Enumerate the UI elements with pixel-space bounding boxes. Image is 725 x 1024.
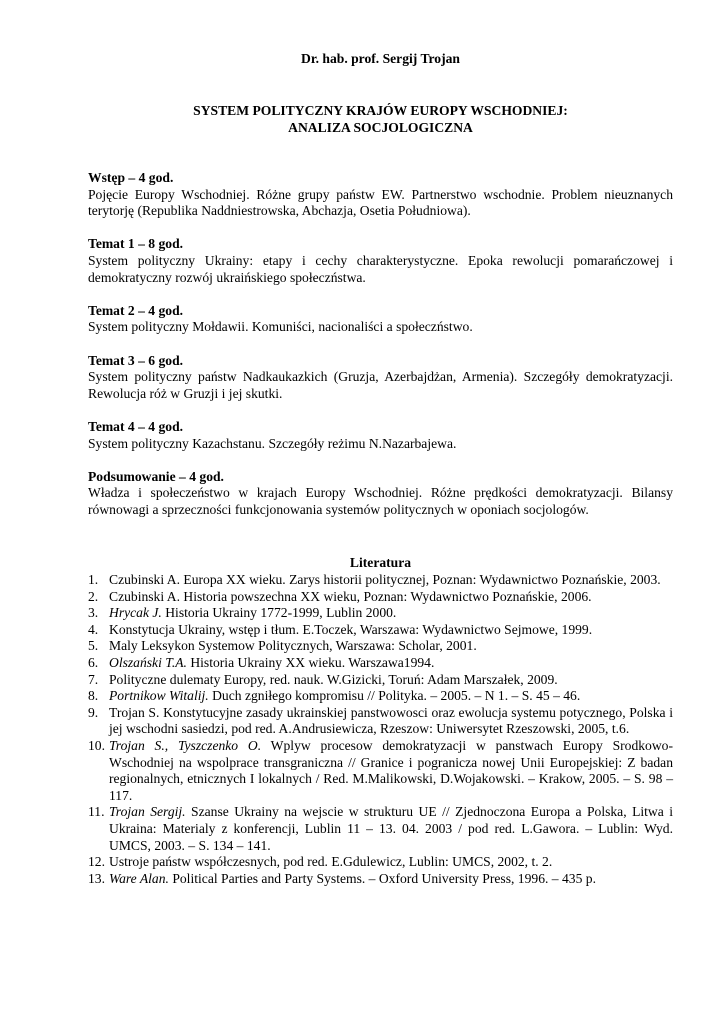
literature-item	[88, 572, 673, 589]
item-text: Ustroje państw współczesnych, pod red. E.Gdulewicz, Lublin: UMCS, 2002, t. 2.	[109, 854, 553, 870]
item-number: 13.	[88, 870, 105, 886]
section-body: Pojęcie Europy Wschodniej. Różne grupy państw EW. Partnerstwo wschodnie. Problem nieuznanych terytorję (Republika Naddniestrowska, Abchazja, Osetia Południowa).	[88, 186, 673, 219]
item-text: Maly Leksykon Systemow Politycznych, Warszawa: Scholar, 2001.	[109, 638, 477, 654]
item-author: Portnikow Witalij.	[109, 688, 209, 704]
literature-item	[88, 638, 673, 655]
literature-item	[88, 804, 673, 854]
section-body: System polityczny Kazachstanu. Szczegóły reżimu N.Nazarbajewa.	[88, 435, 457, 451]
item-text: Konstytucja Ukrainy, wstęp i tłum. E.Toczek, Warszawa: Wydawnictwo Sejmowe, 1999.	[109, 621, 593, 637]
section-summary	[88, 469, 673, 519]
item-author: Trojan Sergij.	[109, 804, 186, 820]
literature-item	[88, 605, 673, 622]
literature-item	[88, 705, 673, 738]
section-body: System polityczny państw Nadkaukazkich (Gruzja, Azerbajdżan, Armenia). Szczegóły demokratyzacji. Rewolucja róż w Gruzji i jej skutki.	[88, 369, 673, 401]
item-number: 8.	[88, 688, 99, 704]
section-body: Władza i społeczeństwo w krajach Europy Wschodniej. Różne prędkości demokratyzacji. Bilansy równowagi a sprzeczności funkcjonowania systemów politycznych w oponiach socjologów.	[88, 485, 673, 517]
item-text: Polityczne dulematy Europy, red. nauk. W.Gizicki, Toruń: Adam Marszałek, 2009.	[109, 671, 558, 687]
literature-item	[88, 589, 673, 606]
course-sections	[88, 170, 673, 535]
section-body: System polityczny Mołdawii. Komuniści, nacionaliści a społeczństwo.	[88, 319, 473, 335]
item-number: 12.	[88, 854, 105, 870]
item-number: 6.	[88, 654, 99, 670]
title-line-1: SYSTEM POLITYCZNY KRAJÓW EUROPY WSCHODNIEJ:	[193, 103, 568, 118]
literature-item	[88, 622, 673, 639]
item-text: Czubinski A. Europa XX wieku. Zarys historii politycznej, Poznan: Wydawnictwo Poznańskie, 2003.	[109, 572, 661, 587]
item-number: 7.	[88, 671, 99, 687]
literature-item	[88, 672, 673, 689]
section-body: System polityczny Ukrainy: etapy i cechy charakterystyczne. Epoka rewolucji pomarańczowej i demokratyczny rozwój ukraińskiego społeczństwa.	[88, 252, 673, 285]
item-number: 1.	[88, 572, 99, 587]
section-topic-4	[88, 419, 673, 452]
item-number: 3.	[88, 605, 99, 621]
section-heading: Temat 1 – 8 god.	[88, 236, 184, 252]
section-heading: Wstęp – 4 god.	[88, 170, 174, 185]
item-number: 9.	[88, 704, 99, 720]
item-author: Olszański T.A.	[109, 654, 187, 670]
item-number: 10.	[88, 737, 105, 753]
literature-item	[88, 854, 673, 871]
literature-item	[88, 871, 673, 888]
item-author: Hrycak J.	[109, 605, 162, 621]
item-text: Szanse Ukrainy na wejscie w strukturu UE // Zjednoczona Europa a Polska, Litwa i Ukraina: Materialy z konferencji, Lublin 11 – 13. 04. 2003 / pod red. L.Gawora. – Lublin: Wyd. UMCS, 2003. – S. 134 – 141.	[109, 804, 674, 853]
section-topic-1	[88, 236, 673, 286]
item-author: Ware Alan.	[109, 870, 169, 886]
author-line: Dr. hab. prof. Sergij Trojan	[301, 51, 460, 66]
literature-heading: Literatura	[349, 555, 412, 570]
item-number: 5.	[88, 638, 99, 654]
item-text: Czubinski A. Historia powszechna XX wieku, Poznan: Wydawnictwo Poznańskie, 2006.	[109, 588, 592, 604]
item-text: Political Parties and Party Systems. – Oxford University Press, 1996. – 435 p.	[168, 870, 596, 886]
literature-item	[88, 655, 673, 672]
literature-item	[88, 688, 673, 705]
section-heading: Temat 4 – 4 god.	[88, 418, 184, 434]
item-text: Historia Ukrainy 1772-1999, Lublin 2000.	[161, 605, 397, 621]
literature-item	[88, 738, 673, 804]
item-text: Trojan S. Konstytucyjne zasady ukrainskiej panstwowosci oraz ewolucja systemu potycznego, Polska i jej wschodni sasiedzi, pod red. A.Andrusiewicza, Rzeszow: Uniwersytet Rzeszowski, 2005, t.6.	[109, 704, 673, 737]
item-text: Historia Ukrainy XX wieku. Warszawa1994.	[186, 654, 435, 670]
item-text: Wplyw procesow demokratyzacji w panstwach Europy Srodkowo-Wschodniej na wspolprace transgraniczna // Granice i pogranicza nowej Unii Europejskiej: Z badan regionalnych, etnicznych I lokalnych / Red. M.Malikowski, D.Wojakowski. – Krakow, 2005. – S. 98 – 117.	[109, 737, 673, 803]
literature-list	[88, 572, 673, 887]
item-author: Trojan S., Tyszczenko O.	[109, 737, 262, 753]
item-number: 11.	[88, 804, 105, 820]
section-heading: Podsumowanie – 4 god.	[88, 468, 224, 484]
item-number: 4.	[88, 621, 99, 637]
section-topic-3	[88, 353, 673, 403]
section-heading: Temat 2 – 4 god.	[88, 302, 184, 318]
item-number: 2.	[88, 588, 99, 604]
item-text: Duch zgniłego kompromisu // Polityka. – 2005. – N 1. – S. 45 – 46.	[208, 688, 581, 704]
title-line-2: ANALIZA SOCJOLOGICZNA	[288, 119, 473, 135]
document-title	[88, 103, 673, 136]
section-topic-2	[88, 303, 673, 336]
section-heading: Temat 3 – 6 god.	[88, 352, 184, 368]
section-intro	[88, 170, 673, 220]
